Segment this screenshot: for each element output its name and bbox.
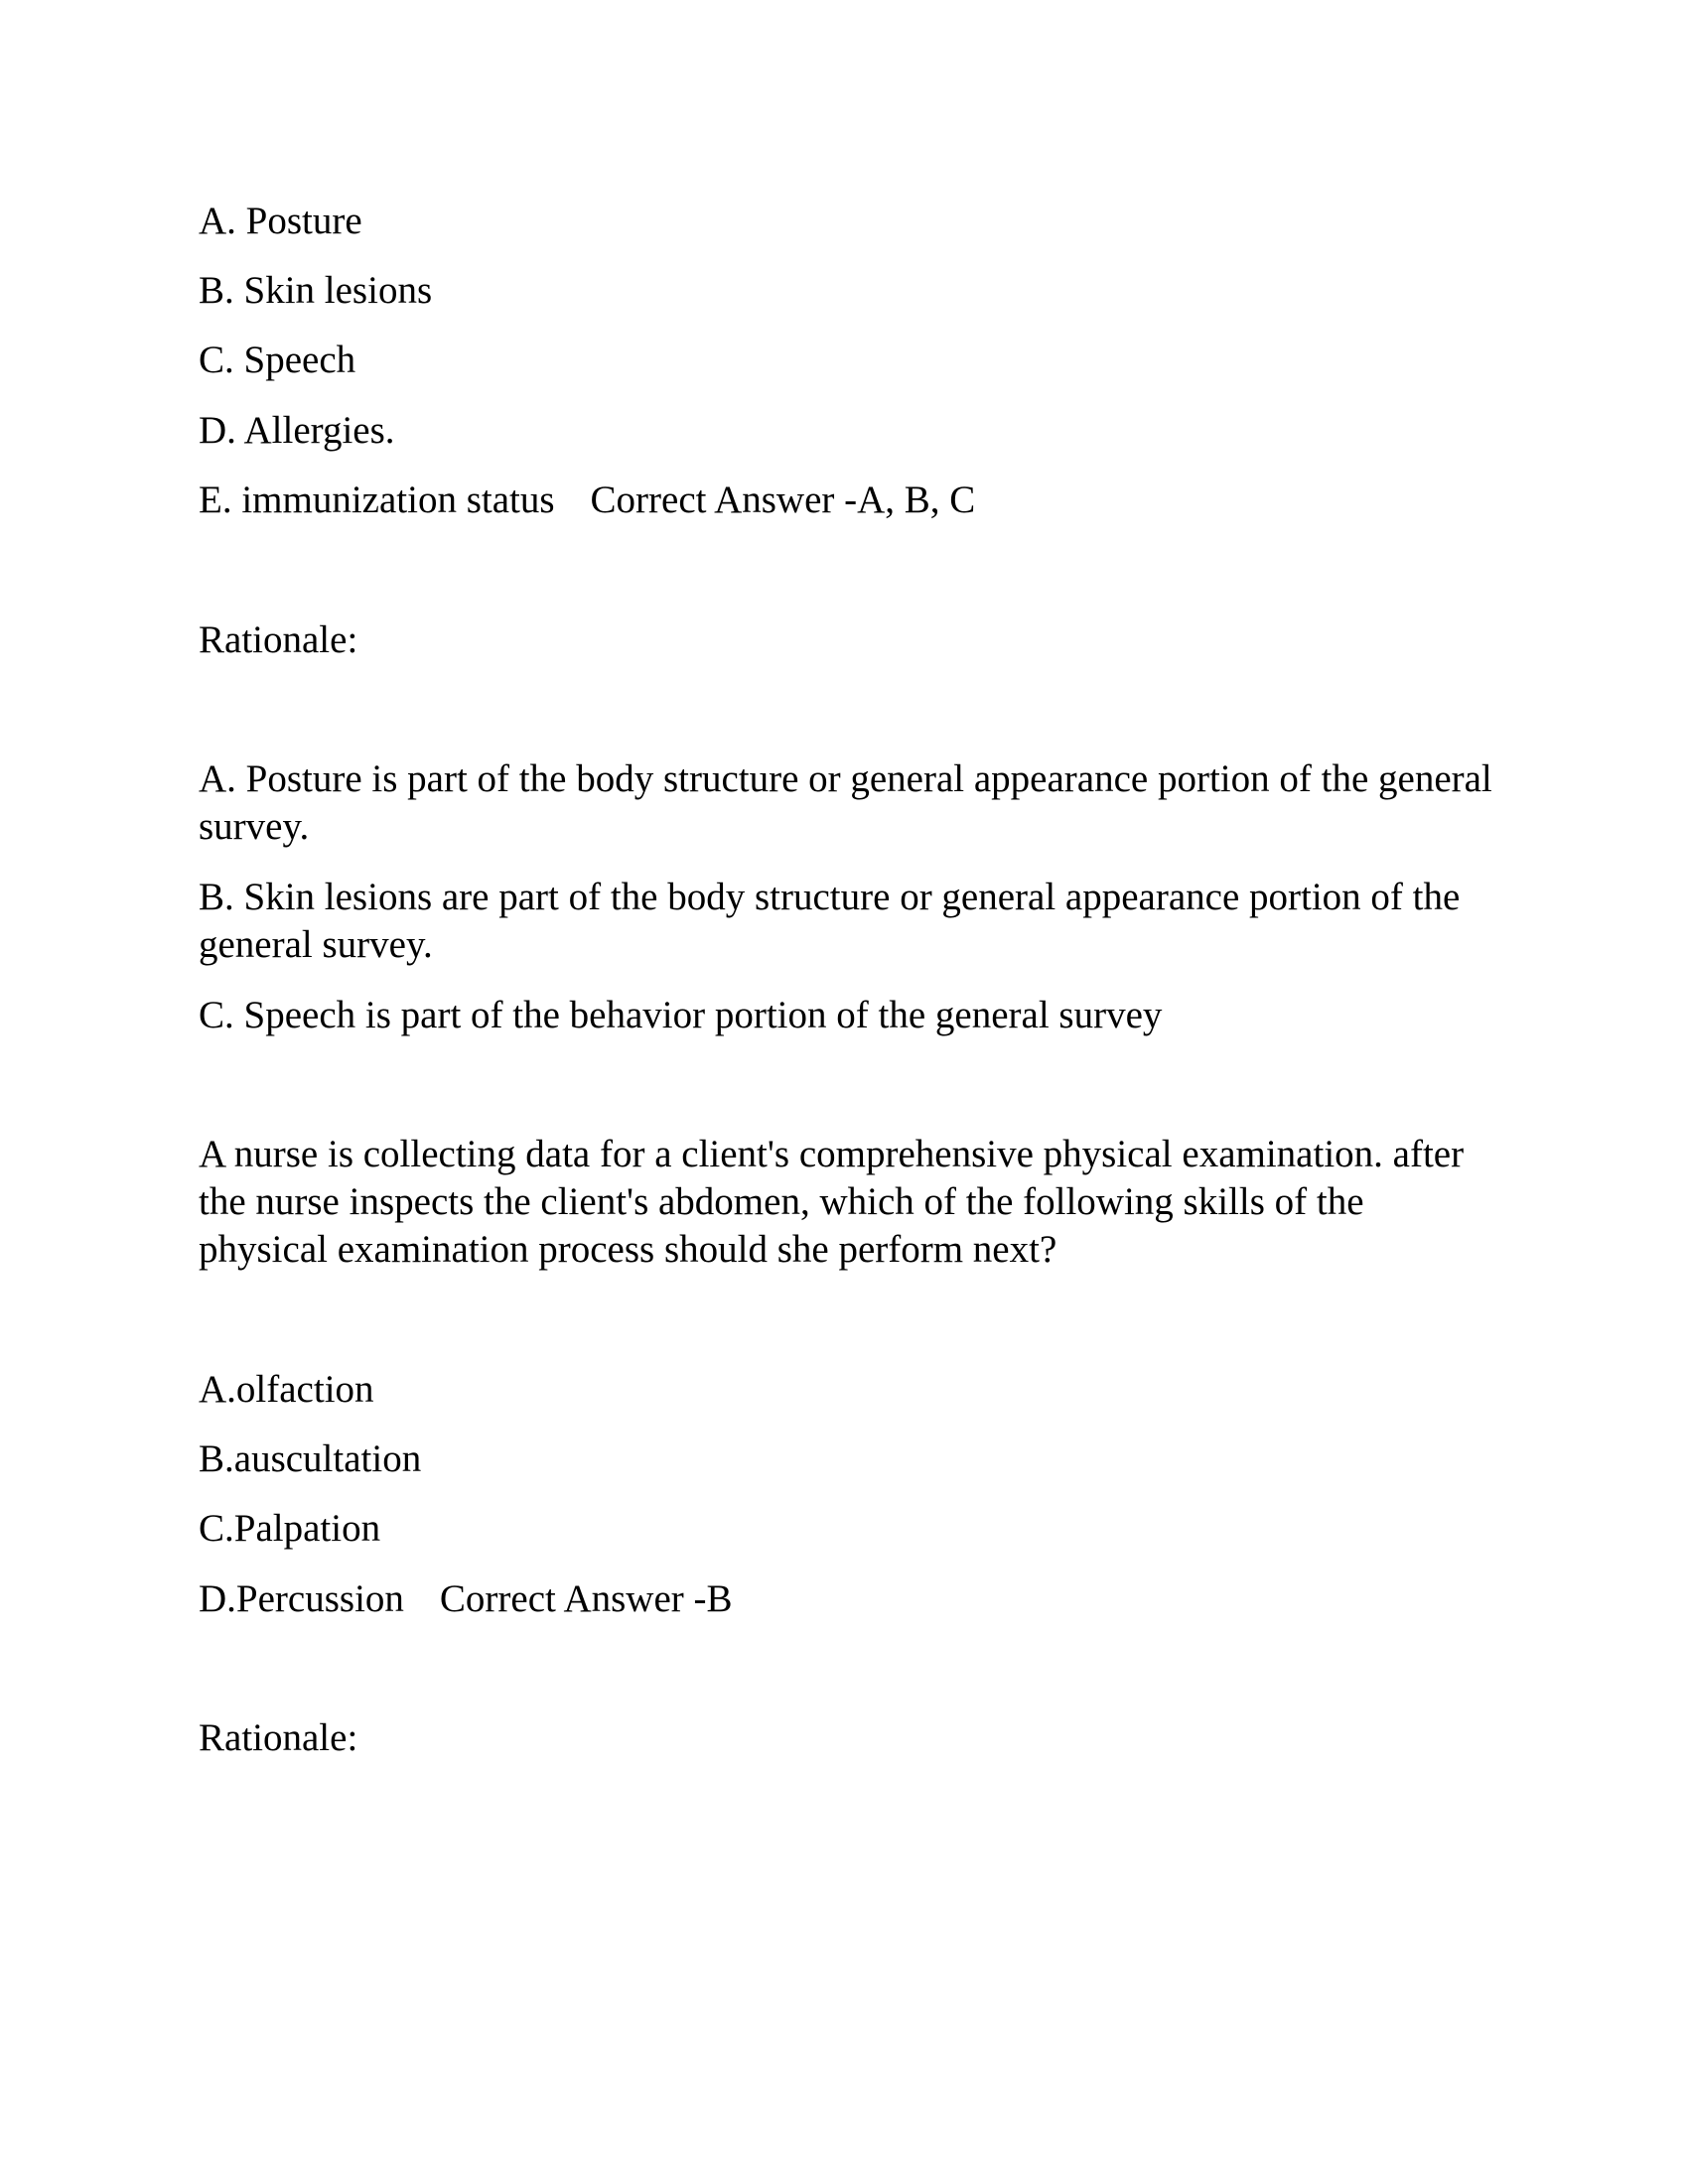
q1-rationale-label: Rationale: (199, 618, 358, 661)
q1-option-a: A. Posture (199, 200, 362, 242)
q2-correct-answer: Correct Answer -B (439, 1577, 733, 1620)
q1-rationale-line: A. Posture is part of the body structure or general appearance portion of the general (199, 757, 1492, 800)
q2-stem-line: the nurse inspects the client's abdomen, which of the following skills of the (199, 1180, 1364, 1223)
q2-option-d-row (199, 1575, 733, 1623)
q1-option-d: D. Allergies. (199, 409, 395, 452)
q2-option-b: B.auscultation (199, 1437, 422, 1480)
q2-stem-line: A nurse is collecting data for a client's comprehensive physical examination. after (199, 1133, 1465, 1175)
q1-correct-answer: Correct Answer -A, B, C (590, 478, 976, 521)
q2-rationale-label: Rationale: (199, 1716, 358, 1759)
q1-rationale-line: survey. (199, 805, 310, 848)
q2-stem-line: physical examination process should she perform next? (199, 1228, 1057, 1271)
q1-option-c: C. Speech (199, 339, 356, 381)
q1-option-b: B. Skin lesions (199, 269, 433, 312)
q1-rationale-line: general survey. (199, 923, 433, 966)
q2-option-a: A.olfaction (199, 1368, 374, 1411)
q1-option-e-row (199, 477, 975, 524)
q1-option-e: E. immunization status (199, 478, 555, 521)
q2-option-d: D.Percussion (199, 1577, 404, 1620)
q1-rationale-line: C. Speech is part of the behavior portion of the general survey (199, 994, 1163, 1036)
q2-option-c: C.Palpation (199, 1507, 381, 1550)
q1-rationale-line: B. Skin lesions are part of the body structure or general appearance portion of the (199, 876, 1461, 918)
